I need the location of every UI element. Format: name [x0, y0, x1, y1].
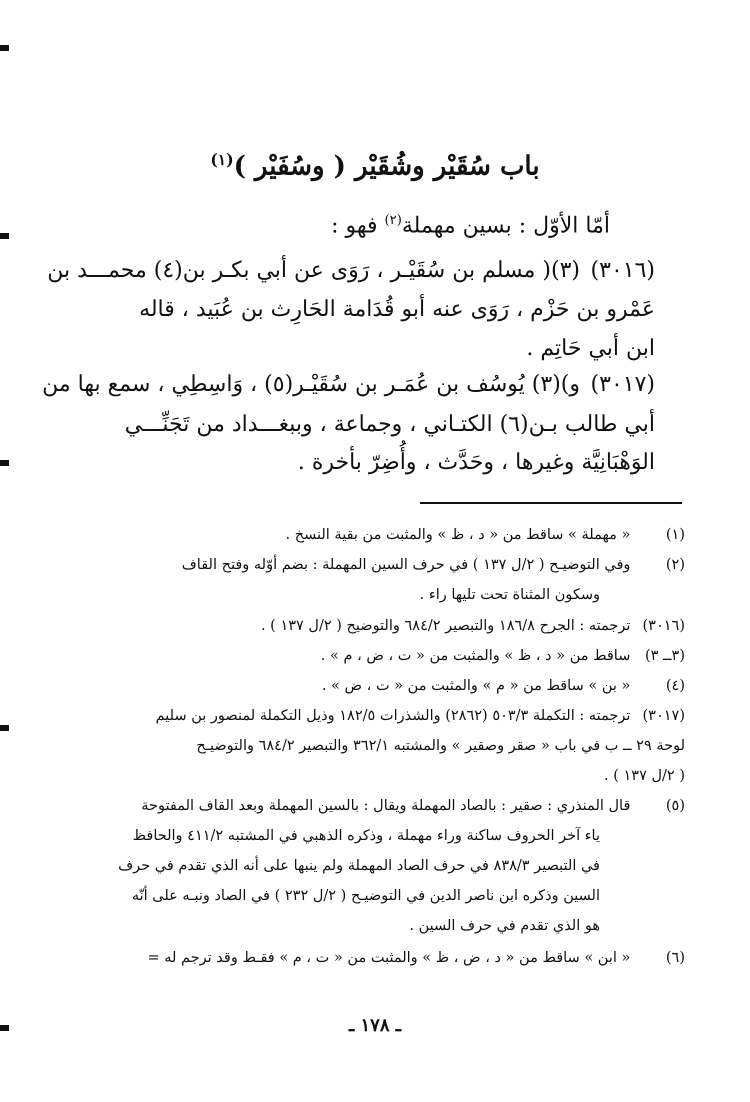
margin-mark — [0, 460, 9, 466]
footnote-continuation: وسكون المثناة تحت تليها راء . — [419, 587, 600, 603]
entry-line: (٣)( مسلم بن سُقَيْـر ، رَوَى عن أبي بكـر بن(٤) محمـــد بن — [47, 258, 580, 283]
entry-line: عَمْرو بن حَزْم ، رَوَى عنه أبو قُدَامة الحَارِث بن عُبَيد ، قاله — [139, 297, 655, 322]
footnote-separator — [420, 502, 682, 504]
entry-line: أبي طالب بـن(٦) الكتـاني ، وجماعة ، وببغـــداد من تَجَنِّـــي — [124, 412, 655, 437]
footnote-number: (٤) — [665, 678, 685, 694]
chapter-title — [0, 150, 750, 182]
footnote-text: قال المنذري : صقير : بالصاد المهملة ويقال : بالسين المهملة وبعد القاف المفتوحة — [141, 798, 631, 814]
footnote — [85, 708, 685, 724]
entry-number: (٣٠١٧) — [590, 372, 655, 397]
footnote-text: ترجمته : الجرح ١٨٦/٨ والتبصير ٦٨٤/٢ والتوضيح ( ٢/ل ١٣٧ ) . — [260, 618, 631, 634]
footnote-continuation: لوحة ٢٩ ــ ب في باب « صقر وصقير » والمشتبه ٣٦٢/١ والتبصير ٦٨٤/٢ والتوضيـح — [196, 738, 685, 754]
footnote-text: « مهملة » ساقط من « د ، ظ » والمثبت من بقية النسخ . — [285, 527, 631, 543]
footnote — [90, 950, 685, 966]
footnote — [90, 527, 685, 543]
footnote-number: (٢) — [665, 557, 685, 573]
margin-mark — [0, 45, 9, 51]
footnote-text: ترجمته : التكملة ٥٠٣/٣ (٢٨٦٢) والشذرات ١٨٢/٥ وذيل التكملة لمنصور بن سليم — [155, 708, 631, 724]
entry-line: الوَهْبَانِيَّة وغيرها ، وحَدَّث ، وأُضِرّ بأخرة . — [297, 450, 655, 475]
entry-number: (٣٠١٦) — [590, 258, 655, 283]
title-footnote-ref: (١) — [210, 150, 234, 169]
intro-text: أمّا الأوّل : بسين مهملة — [401, 213, 610, 239]
entry-line: و)(٣) يُوسُف بن عُمَـر بن سُقَيْـر(٥) ، وَاسِطِي ، سمع بها من — [42, 372, 580, 397]
footnote — [90, 798, 685, 814]
footnote-continuation: السين وذكره ابن ناصر الدين في التوضيـح ( ٢/ل ٢٣٢ ) في الصاد ونبـه على أنّه — [131, 888, 600, 904]
footnote-text: « ابن » ساقط من « د ، ض ، ظ » والمثبت من « ت ، م » فقـط وقد ترجم له = — [147, 950, 631, 966]
footnote-number: (٣ــ ٣) — [644, 648, 685, 664]
footnote — [90, 618, 685, 634]
footnote-text: وفي التوضيـح ( ٢/ل ١٣٧ ) في حرف السين المهملة : بضم أوّله وفتح القاف — [181, 557, 631, 573]
footnote-continuation: في التبصير ٨٣٨/٣ في حرف الصاد المهملة ولم ينبها على أنه الذي تقدم في حرف — [118, 858, 600, 874]
footnote-number: (٣٠١٦) — [642, 618, 685, 634]
footnote-number: (١) — [665, 527, 685, 543]
intro-tail: فهو : — [331, 213, 385, 239]
footnote-continuation: ياء آخر الحروف ساكنة وراء مهملة ، وذكره الذهبي في المشتبه ٤١١/٢ والحافظ — [132, 828, 600, 844]
footnote-number: (٣٠١٧) — [642, 708, 685, 724]
chapter-title-text: باب سُقَيْر وشُقَيْر ( وسُفَيْر ) — [233, 151, 540, 182]
footnote-number: (٦) — [665, 950, 685, 966]
footnote-number: (٥) — [665, 798, 685, 814]
footnote — [90, 678, 685, 694]
entry-line: ابن أبي حَاتِم . — [526, 336, 655, 361]
footnote-text: « بن » ساقط من « م » والمثبت من « ت ، ض » . — [321, 678, 631, 694]
page-number: ـ ١٧٨ ـ — [348, 1015, 402, 1036]
footnote — [90, 648, 685, 664]
margin-mark — [0, 233, 9, 239]
footnote-text: ساقط من « د ، ظ » والمثبت من « ت ، ض ، م » . — [320, 648, 631, 664]
footnote — [90, 557, 685, 573]
intro-line — [100, 213, 610, 238]
footnote-continuation: ( ٢/ل ١٣٧ ) . — [604, 768, 685, 784]
footnote-continuation: هو الذي تقدم في حرف السين . — [409, 918, 600, 934]
margin-mark — [0, 725, 9, 731]
intro-footnote-ref: (٢) — [384, 213, 402, 228]
